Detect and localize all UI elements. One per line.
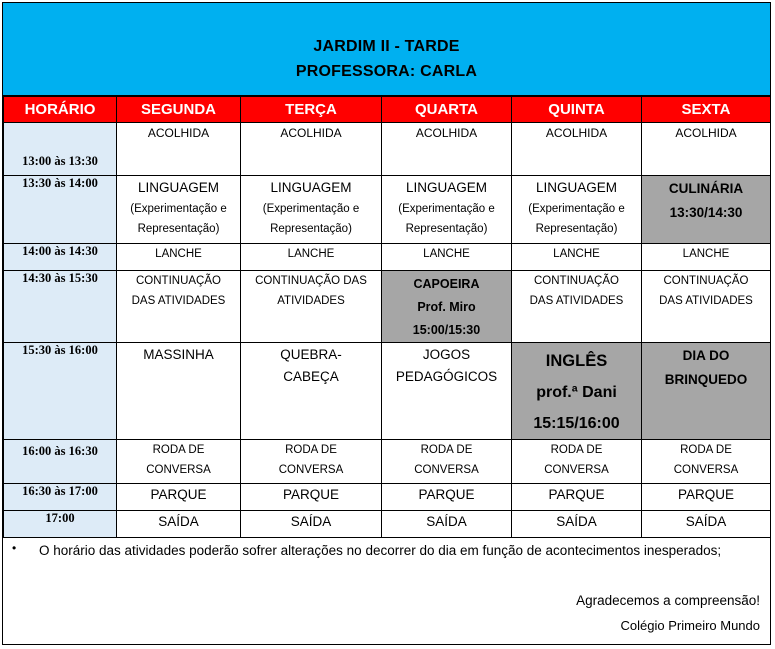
special-activity-cell (642, 343, 771, 440)
activity-cell: PARQUE (642, 484, 771, 511)
special-activity-cell (642, 176, 771, 244)
activity-line: RODA DE (152, 444, 205, 456)
activity-line: CABEÇA (283, 369, 339, 384)
activity-line: DAS ATIVIDADES (131, 295, 226, 307)
activity-cell (512, 440, 642, 484)
time-cell: 16:30 às 17:00 (4, 484, 117, 511)
activity-cell: LANCHE (241, 244, 382, 271)
teacher-name: PROFESSORA: CARLA (295, 63, 478, 80)
col-header-segunda: SEGUNDA (117, 97, 241, 123)
activity-cell: LANCHE (382, 244, 512, 271)
table-header-row (4, 97, 771, 123)
col-header-quinta: QUINTA (512, 97, 642, 123)
activity-line: DAS ATIVIDADES (659, 295, 753, 307)
activity-subtitle: (Experimentação e (130, 203, 227, 215)
activity-line: DAS ATIVIDADES (529, 295, 624, 307)
activity-cell: SAÍDA (241, 511, 382, 538)
col-header-sexta: SEXTA (642, 97, 771, 123)
activity-subtitle: Representação) (405, 223, 488, 235)
special-activity-cell (382, 271, 512, 343)
activity-cell: ACOLHIDA (117, 123, 241, 176)
activity-line: RODA DE (420, 444, 473, 456)
activity-cell (241, 176, 382, 244)
time-cell: 14:00 às 14:30 (4, 244, 117, 271)
activity-cell: ACOLHIDA (512, 123, 642, 176)
activity-teacher: Prof. Miro (417, 300, 476, 314)
schedule-note: O horário das atividades poderão sofrer alterações no decorrer do dia em função de acontecimentos inesperados; (39, 543, 722, 558)
activity-title: LINGUAGEM (405, 180, 487, 195)
activity-subtitle: (Experimentação e (398, 203, 495, 215)
activity-line: DIA DO (682, 348, 730, 363)
activity-cell: SAÍDA (642, 511, 771, 538)
time-cell: 16:00 às 16:30 (4, 440, 117, 484)
activity-title: CULINÁRIA (668, 181, 744, 196)
activity-cell: ACOLHIDA (642, 123, 771, 176)
activity-cell (241, 271, 382, 343)
activity-title (512, 343, 641, 377)
activity-cell: PARQUE (512, 484, 642, 511)
activity-line: RODA DE (550, 444, 603, 456)
activity-line: ATIVIDADES (277, 295, 345, 307)
activity-cell (642, 271, 771, 343)
activity-cell (117, 271, 241, 343)
activity-cell: LANCHE (117, 244, 241, 271)
activity-cell (117, 176, 241, 244)
activity-cell: PARQUE (117, 484, 241, 511)
activity-cell (512, 271, 642, 343)
activity-subtitle: Representação) (137, 223, 220, 235)
activity-time: 13:30/14:30 (669, 205, 743, 220)
activity-teacher: prof.ª Dani (536, 384, 617, 401)
activity-title: LINGUAGEM (535, 180, 617, 195)
time-cell: 17:00 (4, 511, 117, 538)
activity-cell: ACOLHIDA (241, 123, 382, 176)
table-row (4, 123, 771, 176)
activity-cell: SAÍDA (382, 511, 512, 538)
activity-title: CAPOEIRA (413, 277, 480, 291)
activity-line: CONTINUAÇÃO (136, 275, 221, 287)
activity-subtitle: Representação) (270, 223, 352, 235)
class-title: JARDIM II - TARDE (313, 38, 460, 55)
activity-line: CONVERSA (673, 464, 739, 476)
activity-line: RODA DE (680, 444, 732, 456)
schedule-table (3, 96, 771, 538)
col-header-terca: TERÇA (241, 97, 382, 123)
activity-line: CONVERSA (544, 464, 609, 476)
thanks-message: Agradecemos a compreensão! (576, 593, 760, 608)
activity-line: CONTINUAÇÃO (663, 275, 749, 287)
bullet-icon: • (12, 541, 17, 555)
activity-line: CONTINUAÇÃO (534, 275, 619, 287)
activity-cell: LANCHE (512, 244, 642, 271)
activity-line: CONVERSA (278, 464, 344, 476)
activity-line: CONVERSA (414, 464, 479, 476)
activity-subtitle: Representação) (535, 223, 618, 235)
activity-cell (642, 440, 771, 484)
activity-line: BRINQUEDO (664, 372, 748, 387)
school-name: Colégio Primeiro Mundo (620, 618, 760, 633)
activity-cell: SAÍDA (512, 511, 642, 538)
activity-cell (382, 343, 512, 440)
table-row (4, 511, 771, 538)
activity-line: CONVERSA (146, 464, 211, 476)
col-header-quarta: QUARTA (382, 97, 512, 123)
activity-cell: LANCHE (642, 244, 771, 271)
table-row (4, 244, 771, 271)
activity-line: JOGOS (422, 347, 471, 362)
activity-time: 15:00/15:30 (412, 323, 481, 337)
activity-line: CONTINUAÇÃO DAS (255, 275, 367, 287)
activity-cell (241, 440, 382, 484)
special-activity-cell (512, 343, 642, 440)
activity-cell: PARQUE (382, 484, 512, 511)
col-header-horario: HORÁRIO (4, 97, 117, 123)
table-row (4, 271, 771, 343)
table-row (4, 343, 771, 440)
activity-cell: SAÍDA (117, 511, 241, 538)
activity-cell (382, 176, 512, 244)
activity-subtitle: (Experimentação e (528, 203, 625, 215)
time-cell: 13:30 às 14:00 (4, 176, 117, 244)
table-row (4, 176, 771, 244)
activity-time: 15:15/16:00 (533, 415, 620, 432)
table-row (4, 484, 771, 511)
time-cell: 13:00 às 13:30 (4, 123, 117, 176)
activity-line: PEDAGÓGICOS (395, 369, 498, 384)
activity-line: RODA DE (285, 444, 337, 456)
activity-title: LINGUAGEM (270, 180, 352, 195)
activity-cell: PARQUE (241, 484, 382, 511)
table-row (4, 440, 771, 484)
activity-subtitle: (Experimentação e (262, 203, 360, 215)
activity-title-text: INGLÊS (545, 352, 608, 370)
activity-title: LINGUAGEM (137, 180, 219, 195)
time-cell: 14:30 às 15:30 (4, 271, 117, 343)
activity-cell (117, 440, 241, 484)
footer-notes (3, 537, 770, 644)
time-cell: 15:30 às 16:00 (4, 343, 117, 440)
activity-cell: ACOLHIDA (382, 123, 512, 176)
activity-cell: MASSINHA (117, 343, 241, 440)
activity-cell (512, 176, 642, 244)
activity-line: QUEBRA- (280, 347, 342, 362)
schedule-header (3, 3, 770, 96)
activity-cell (241, 343, 382, 440)
activity-cell (382, 440, 512, 484)
